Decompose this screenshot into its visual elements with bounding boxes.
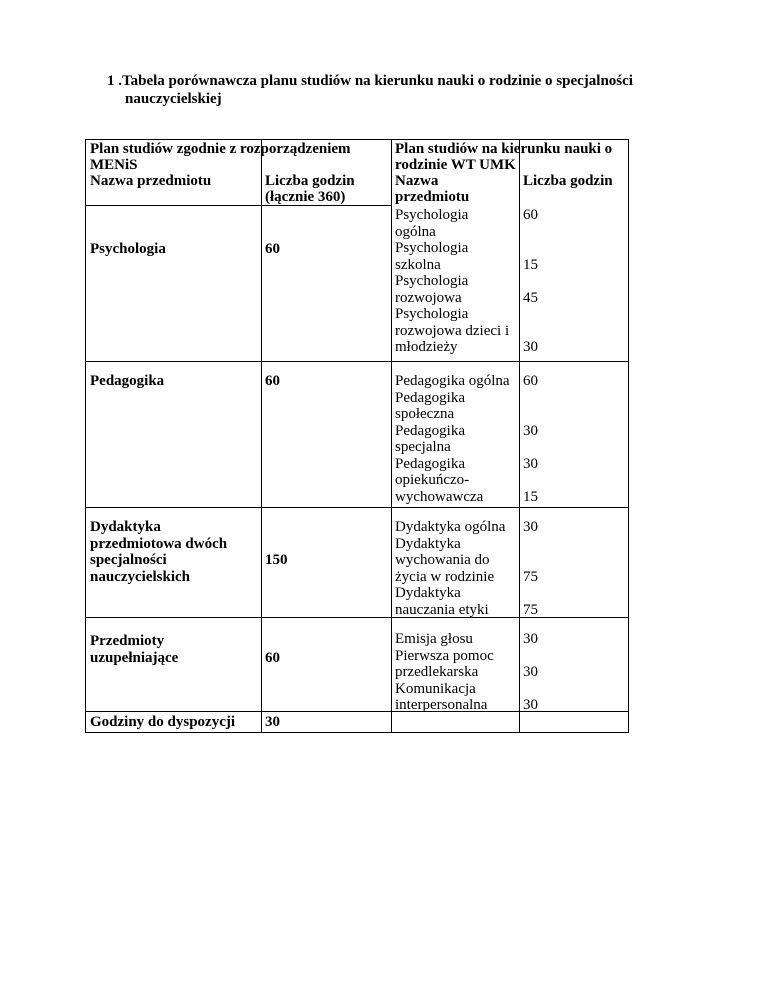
- row-3-subject: specjalności: [90, 552, 167, 568]
- row-1-course-line: Psychologia: [395, 273, 469, 289]
- column-divider-subject-hours: [261, 140, 262, 732]
- row-3-course-hours: 75: [523, 569, 538, 585]
- row-divider-1: [86, 361, 629, 362]
- row-2-hours: 60: [265, 373, 280, 389]
- row-4-course-hours: 30: [523, 631, 538, 647]
- row-1-hours: 60: [265, 241, 280, 257]
- row-3-course-line: Dydaktyka ogólna: [395, 519, 506, 535]
- row-4-course-line: Pierwsza pomoc: [395, 648, 494, 664]
- row-2-course-line: Pedagogika ogólna: [395, 373, 510, 389]
- row-4-course-hours: 30: [523, 664, 538, 680]
- row-3-course-hours: 75: [523, 602, 538, 618]
- row-1-subject: Psychologia: [90, 241, 166, 257]
- row-2-course-line: wychowawcza: [395, 489, 484, 505]
- row-4-course-line: przedlekarska: [395, 664, 479, 680]
- right-header-line-1: Plan studiów na kierunku nauki o: [395, 141, 613, 157]
- row-2-course-hours: 30: [523, 423, 538, 439]
- header-subject-name: Nazwa przedmiotu: [90, 173, 212, 189]
- row-divider-4: [86, 711, 629, 712]
- row-2-course-line: opiekuńczo-: [395, 472, 470, 488]
- header-hours-line-2: (łącznie 360): [265, 189, 346, 205]
- row-1-course-hours: 60: [523, 207, 538, 223]
- comparison-table: [85, 139, 629, 733]
- row-1-course-line: rozwojowa dzieci i: [395, 323, 510, 339]
- row-4-hours: 60: [265, 650, 280, 666]
- row-2-course-line: specjalna: [395, 439, 451, 455]
- right-header-line-2: rodzinie WT UMK: [395, 157, 516, 173]
- row-2-course-hours: 30: [523, 456, 538, 472]
- header-course-name-line-2: przedmiotu: [395, 189, 470, 205]
- row-2-subject: Pedagogika: [90, 373, 165, 389]
- row-1-course-line: rozwojowa: [395, 290, 462, 306]
- header-hours-line-1: Liczba godzin: [265, 173, 355, 189]
- row-2-course-line: Pedagogika: [395, 390, 465, 406]
- document-title: [107, 72, 667, 108]
- row-1-course-hours: 30: [523, 339, 538, 355]
- row-3-course-line: Dydaktyka: [395, 585, 461, 601]
- row-3-subject: Dydaktyka: [90, 519, 161, 535]
- header-course-name-line-1: Nazwa: [395, 173, 439, 189]
- row-4-course-line: interpersonalna: [395, 697, 488, 713]
- row-3-hours: 150: [265, 552, 288, 568]
- row-1-course-line: Psychologia: [395, 207, 469, 223]
- row-1-course-line: szkolna: [395, 257, 441, 273]
- document-title-line-2: nauczycielskiej: [125, 91, 222, 107]
- row-2-course-line: Pedagogika: [395, 423, 465, 439]
- row-1-course-line: Psychologia: [395, 240, 469, 256]
- row-5-subject: Godziny do dyspozycji: [90, 714, 236, 730]
- row-3-subject: nauczycielskich: [90, 569, 190, 585]
- row-4-course-hours: 30: [523, 697, 538, 713]
- row-4-subject: Przedmioty: [90, 633, 165, 649]
- left-header-line-2: MENiS: [90, 157, 138, 173]
- row-3-course-hours: 30: [523, 519, 538, 535]
- document-title-line-1: 1 .Tabela porównawcza planu studiów na kierunku nauki o rodzinie o specjalności: [107, 73, 633, 89]
- row-1-course-hours: 15: [523, 257, 538, 273]
- row-divider-2: [86, 507, 629, 508]
- row-2-course-line: Pedagogika: [395, 456, 465, 472]
- row-3-course-line: życia w rodzinie: [395, 569, 495, 585]
- row-1-course-hours: 45: [523, 290, 538, 306]
- row-3-course-line: nauczania etyki: [395, 602, 489, 618]
- row-1-course-line: młodzieży: [395, 339, 458, 355]
- row-1-course-line: Psychologia: [395, 306, 469, 322]
- row-3-subject: przedmiotowa dwóch: [90, 536, 228, 552]
- row-1-course-line: ogólna: [395, 224, 436, 240]
- row-3-course-line: Dydaktyka: [395, 536, 461, 552]
- column-divider-left-right: [391, 140, 392, 732]
- left-header-line-1: Plan studiów zgodnie z rozporządzeniem: [90, 141, 351, 157]
- row-4-course-line: Komunikacja: [395, 681, 476, 697]
- row-4-subject: uzupełniające: [90, 650, 179, 666]
- header-course-hours: Liczba godzin: [523, 173, 613, 189]
- row-4-course-line: Emisja głosu: [395, 631, 473, 647]
- row-2-course-hours: 60: [523, 373, 538, 389]
- column-divider-course-hours: [519, 140, 520, 732]
- row-2-course-hours: 15: [523, 489, 538, 505]
- row-2-course-line: społeczna: [395, 406, 455, 422]
- row-5-hours: 30: [265, 714, 280, 730]
- row-divider-3: [86, 617, 629, 618]
- row-3-course-line: wychowania do: [395, 552, 490, 568]
